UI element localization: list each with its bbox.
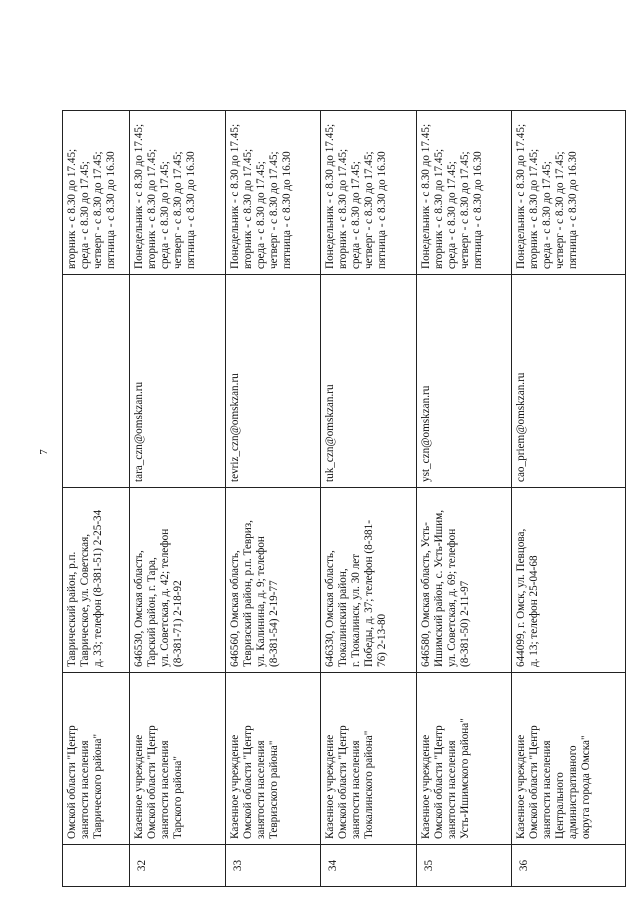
institution-name-line: Центрального bbox=[554, 772, 567, 839]
institution-name-cell bbox=[416, 673, 512, 845]
institution-name-line: занятости населения bbox=[79, 740, 91, 839]
employment-centers-table bbox=[62, 110, 626, 887]
table-row bbox=[321, 111, 417, 887]
address-cell bbox=[512, 488, 626, 673]
working-hours-line: вторник - с 8.30 до 17.45; bbox=[528, 148, 541, 269]
working-hours-cell bbox=[416, 111, 512, 275]
email-address: tara_czn@omskzan.ru bbox=[133, 381, 146, 482]
table-row bbox=[225, 111, 321, 887]
address-line: 646530, Омская область, bbox=[133, 550, 146, 667]
email-address: tevriz_czn@omskzan.ru bbox=[228, 373, 241, 482]
institution-name-cell bbox=[512, 673, 626, 845]
table-row bbox=[416, 111, 512, 887]
institution-name-line: занятости населения bbox=[541, 740, 554, 839]
working-hours-cell bbox=[130, 111, 226, 275]
table-row bbox=[63, 111, 130, 887]
institution-name-line: Казенное учреждение bbox=[419, 734, 432, 839]
row-number-cell bbox=[225, 845, 321, 887]
working-hours-line: четверг - с 8.30 до 17.45; bbox=[267, 151, 280, 269]
working-hours-line: среда - с 8.30 до 17.45; bbox=[445, 161, 458, 269]
working-hours-line: четверг - с 8.30 до 17.45; bbox=[92, 151, 104, 269]
working-hours-line: пятница - с 8.30 до 16.30 bbox=[280, 151, 293, 269]
working-hours-line: пятница - с 8.30 до 16.30 bbox=[185, 151, 198, 269]
rotated-table-container bbox=[62, 111, 626, 887]
institution-name-line: Тевризского района" bbox=[267, 740, 280, 839]
row-number: 34 bbox=[327, 859, 340, 872]
address-line: Таврическое, ул. Советская, bbox=[79, 533, 91, 667]
working-hours-line: вторник - с 8.30 до 17.45; bbox=[337, 148, 350, 269]
address-line: ул. Советская, д. 69; телефон bbox=[445, 528, 458, 667]
working-hours-line: Понедельник - с 8.30 до 17.45; bbox=[419, 123, 432, 269]
working-hours-cell bbox=[321, 111, 417, 275]
email-address: cao_priem@omskzan.ru bbox=[515, 372, 528, 482]
address-line: Тюкалинский район, bbox=[337, 568, 350, 667]
institution-name-line: Таврического района" bbox=[92, 733, 104, 839]
address-line: ул. Калинина, д. 9; телефон bbox=[254, 536, 267, 667]
table-row bbox=[130, 111, 226, 887]
institution-name-line: Тюкалинского района" bbox=[363, 730, 376, 839]
address-cell bbox=[130, 488, 226, 673]
working-hours-line: вторник - с 8.30 до 17.45; bbox=[432, 148, 445, 269]
institution-name-line: Омской области "Центр bbox=[528, 725, 541, 839]
institution-name-line: округа города Омска" bbox=[580, 735, 593, 839]
address-cell bbox=[225, 488, 321, 673]
email-cell bbox=[321, 275, 417, 488]
address-line: (8-381-50) 2-11-97 bbox=[458, 580, 471, 667]
working-hours-line: четверг - с 8.30 до 17.45; bbox=[172, 151, 185, 269]
working-hours-line: четверг - с 8.30 до 17.45; bbox=[363, 151, 376, 269]
address-line: 644099, г. Омск, ул. Певцова, bbox=[515, 528, 528, 667]
working-hours-line: вторник - с 8.30 до 17.45; bbox=[241, 148, 254, 269]
address-cell bbox=[63, 488, 130, 673]
institution-name-line: занятости населения bbox=[159, 740, 172, 839]
institution-name-cell bbox=[63, 673, 130, 845]
working-hours-line: пятница - с 8.30 до 16.30 bbox=[567, 151, 580, 269]
institution-name-line: занятости населения bbox=[254, 740, 267, 839]
working-hours-cell bbox=[512, 111, 626, 275]
email-cell bbox=[63, 275, 130, 488]
working-hours-line: Понедельник - с 8.30 до 17.45; bbox=[133, 123, 146, 269]
institution-name-line: Омской области "Центр bbox=[241, 725, 254, 839]
page-number: 7 bbox=[38, 449, 50, 455]
institution-name-cell bbox=[225, 673, 321, 845]
address-cell bbox=[416, 488, 512, 673]
working-hours-cell bbox=[225, 111, 321, 275]
row-number-cell bbox=[63, 845, 130, 887]
working-hours-line: четверг - с 8.30 до 17.45; bbox=[554, 151, 567, 269]
address-line: (8-381-54) 2-19-77 bbox=[267, 580, 280, 667]
address-line: 646330, Омская область, bbox=[324, 550, 337, 667]
row-number-cell bbox=[321, 845, 417, 887]
institution-name-line: Казенное учреждение bbox=[228, 734, 241, 839]
email-address: tuk_czn@omskzan.ru bbox=[324, 384, 337, 482]
working-hours-line: вторник - с 8.30 до 17.45; bbox=[146, 148, 159, 269]
institution-name-cell bbox=[321, 673, 417, 845]
address-line: д. 13; телефон 25-04-68 bbox=[528, 555, 541, 667]
address-line: д. 33; телефон (8-381-51) 2-25-34 bbox=[92, 509, 104, 667]
working-hours-line: среда - с 8.30 до 17.45; bbox=[254, 161, 267, 269]
institution-name-cell bbox=[130, 673, 226, 845]
institution-name-line: занятости населения bbox=[445, 740, 458, 839]
row-number-cell bbox=[130, 845, 226, 887]
address-line: г. Тюкалинск, ул. 30 лет bbox=[350, 553, 363, 667]
address-line: 646580, Омская область, Усть- bbox=[419, 522, 432, 667]
institution-name-line: Казенное учреждение bbox=[133, 734, 146, 839]
row-number: 32 bbox=[136, 859, 149, 872]
row-number: 36 bbox=[518, 859, 531, 872]
address-line: ул. Советская, д. 42; телефон bbox=[159, 528, 172, 667]
address-line: Победы, д. 37; телефон (8-381- bbox=[363, 520, 376, 667]
institution-name-line: Казенное учреждение bbox=[324, 734, 337, 839]
working-hours-line: пятница - с 8.30 до 16.30 bbox=[105, 151, 117, 269]
table-body bbox=[63, 111, 626, 887]
working-hours-line: среда - с 8.30 до 17.45; bbox=[79, 161, 91, 269]
address-line: Тевризский район, р.п. Тевриз, bbox=[241, 520, 254, 667]
address-line: Таврический район, р.п. bbox=[66, 551, 78, 667]
institution-name-line: Тарского района" bbox=[172, 756, 185, 839]
institution-name-line: Омской области "Центр bbox=[337, 725, 350, 839]
working-hours-line: Понедельник - с 8.30 до 17.45; bbox=[515, 123, 528, 269]
address-line: Тарский район, г. Тара, bbox=[146, 557, 159, 667]
table-row bbox=[512, 111, 626, 887]
working-hours-line: вторник - с 8.30 до 17.45; bbox=[66, 148, 78, 269]
working-hours-line: четверг - с 8.30 до 17.45; bbox=[458, 151, 471, 269]
working-hours-cell bbox=[63, 111, 130, 275]
row-number-cell bbox=[512, 845, 626, 887]
working-hours-line: пятница - с 8.30 до 16.30 bbox=[376, 151, 389, 269]
address-line: (8-381-71) 2-18-92 bbox=[172, 580, 185, 667]
working-hours-line: Понедельник - с 8.30 до 17.45; bbox=[324, 123, 337, 269]
working-hours-line: среда - с 8.30 до 17.45; bbox=[350, 161, 363, 269]
institution-name-line: Омской области "Центр bbox=[146, 725, 159, 839]
institution-name-line: административного bbox=[567, 745, 580, 839]
address-line: 76) 2-13-80 bbox=[376, 613, 389, 667]
working-hours-line: Понедельник - с 8.30 до 17.45; bbox=[228, 123, 241, 269]
institution-name-line: Казенное учреждение bbox=[515, 734, 528, 839]
working-hours-line: среда - с 8.30 до 17.45; bbox=[541, 161, 554, 269]
row-number: 33 bbox=[231, 859, 244, 872]
working-hours-line: среда - с 8.30 до 17.45; bbox=[159, 161, 172, 269]
address-line: Ишимский район, с. Усть-Ишим, bbox=[432, 509, 445, 667]
email-cell bbox=[512, 275, 626, 488]
institution-name-line: Усть-Ишимского района" bbox=[458, 718, 471, 839]
row-number: 35 bbox=[422, 859, 435, 872]
address-cell bbox=[321, 488, 417, 673]
email-address: yst_czn@omskzan.ru bbox=[419, 385, 432, 482]
address-line: 646560, Омская область, bbox=[228, 550, 241, 667]
email-cell bbox=[225, 275, 321, 488]
institution-name-line: занятости населения bbox=[350, 740, 363, 839]
email-cell bbox=[130, 275, 226, 488]
institution-name-line: Омской области "Центр bbox=[66, 725, 78, 839]
working-hours-line: пятница - с 8.30 до 16.30 bbox=[471, 151, 484, 269]
institution-name-line: Омской области "Центр bbox=[432, 725, 445, 839]
row-number-cell bbox=[416, 845, 512, 887]
email-cell bbox=[416, 275, 512, 488]
